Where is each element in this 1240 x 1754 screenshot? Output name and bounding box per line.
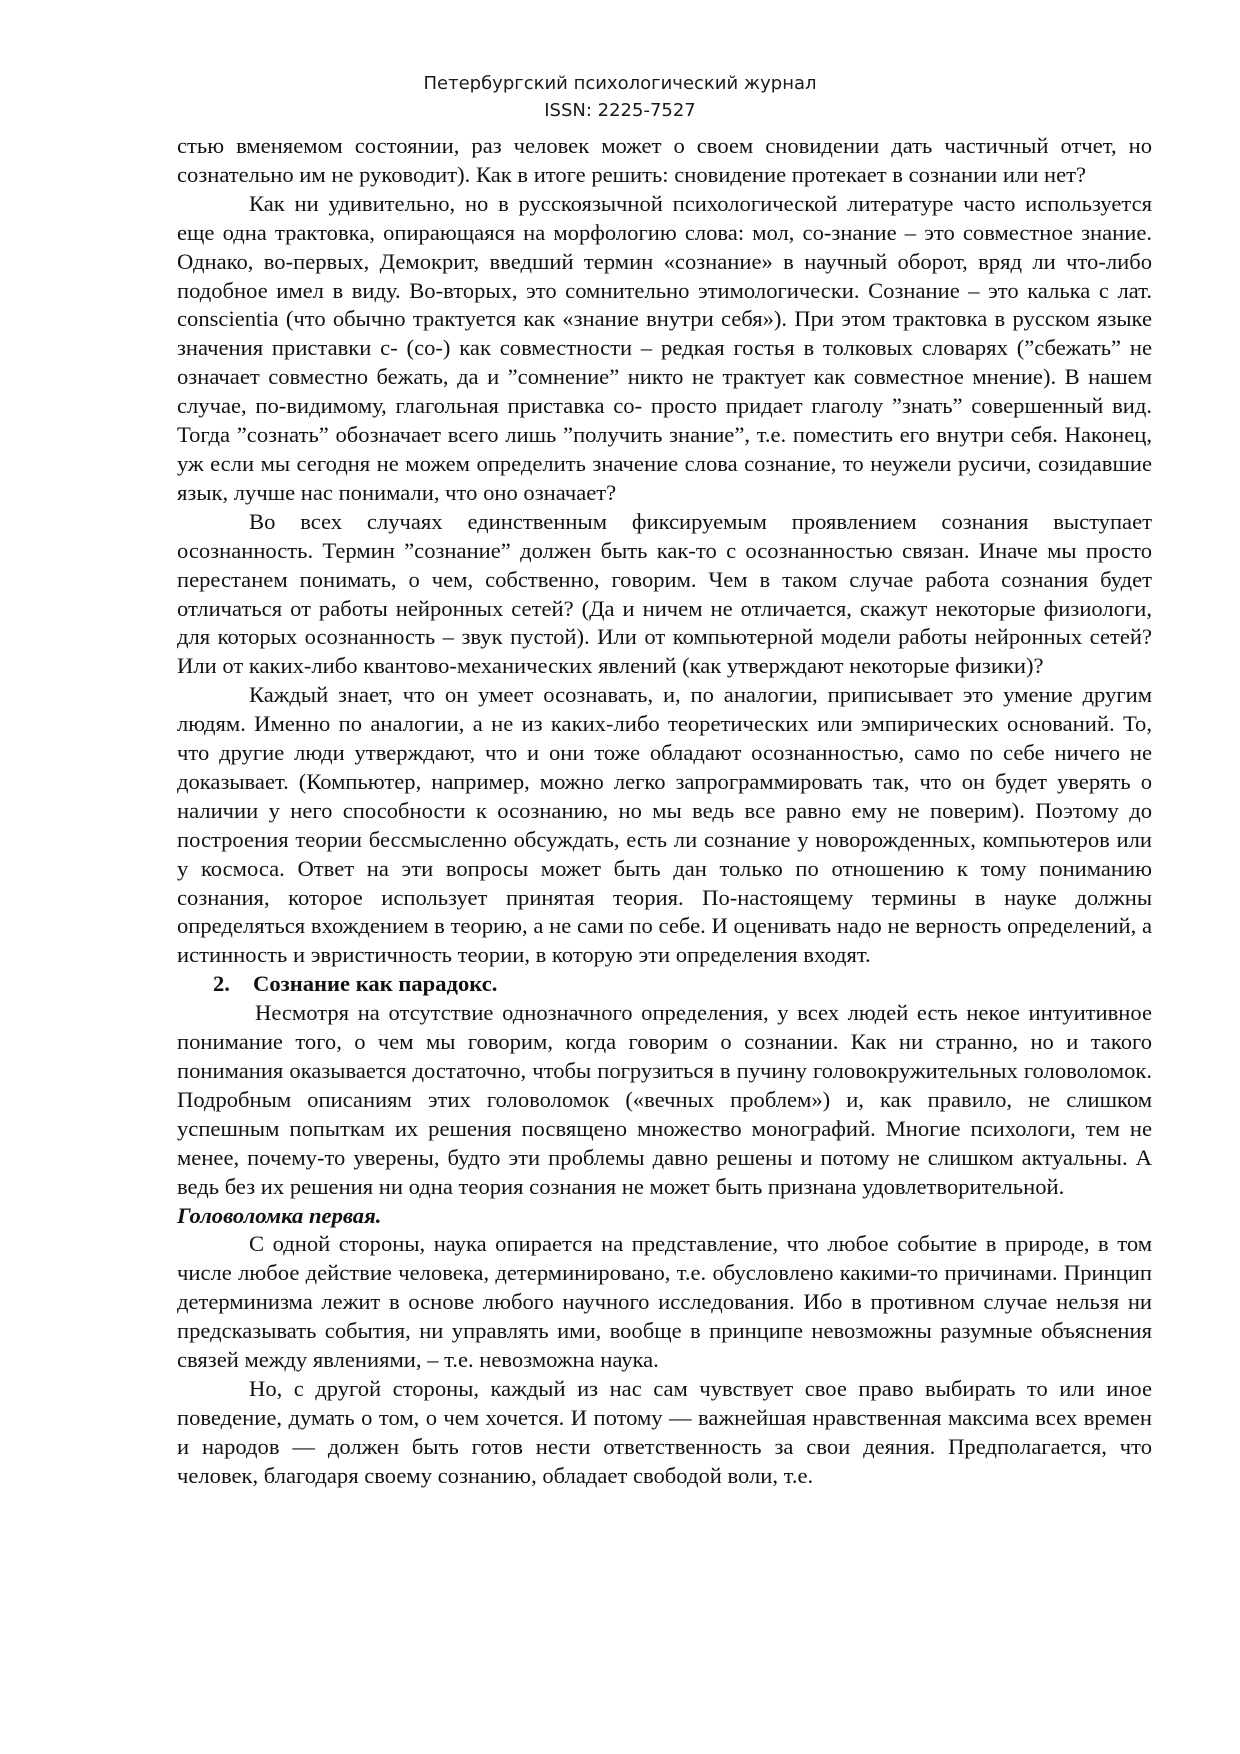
section-number: 2. [213,971,230,997]
section-heading [177,970,1152,999]
paragraph-determinism: С одной стороны, наука опирается на представление, что любое событие в природе, в том числе любое действие человека, детерминировано, т.е. обусловлено какими-то причинами. Принцип детерминизма лежит в основе любого научного исследования. Ибо в противном случае нельзя ни предсказывать события, ни управлять ими, вообще в принципе невозможны разумные объяснения связей между явлениями, – т.е. невозможна наука. [177,1231,1152,1373]
article-body [177,132,1152,1491]
paragraph-paradox: Несмотря на отсутствие однозначного определения, у всех людей есть некое интуитивное понимание того, о чем мы говорим, когда говорим о сознании. Как ни странно, но и такого понимания оказывается достаточно, чтобы погрузиться в пучину головокружительных головоломок. Подробным описаниям этих головоломок («вечных проблем») и, как правило, не слишком успешным попыткам их решения посвящено множество монографий. Многие психологи, тем не менее, почему-то уверены, будто эти проблемы давно решены и потому не слишком актуальны. А ведь без их решения ни одна теория сознания не может быть признана удовлетворительной. [177,1000,1152,1199]
puzzle-heading: Головоломка первая. [177,1202,382,1228]
paragraph-analogy: Каждый знает, что он умеет осознавать, и, по аналогии, приписывает это умение другим людям. Именно по аналогии, а не из каких-либо теоретических или эмпирических оснований. То, что другие люди утверждают, что и они тоже обладают осознанностью, само по себе ничего не доказывает. (Компьютер, например, можно легко запрограммировать так, что он будет уверять о наличии у него способности к осознанию, но мы ведь все равно ему не поверим). Поэтому до построения теории бессмысленно обсуждать, есть ли сознание у новорожденных, компьютеров или у космоса. Ответ на эти вопросы может быть дан только по отношению к тому пониманию сознания, которое использует принятая теория. По-настоящему термины в науке должны определяться вхождением в теорию, а не сами по себе. И оценивать надо не верность определений, а истинность и эвристичность теории, в которую эти определения входят. [177,682,1152,968]
running-header [0,70,1240,124]
issn-label: ISSN: 2225-7527 [544,100,696,121]
journal-title: Петербургский психологический журнал [423,73,817,94]
paragraph-awareness: Во всех случаях единственным фиксируемым проявлением сознания выступает осознанность. Термин ”сознание” должен быть как-то с осознанностью связан. Иначе мы просто перестанем понимать, о чем, собственно, говорим. Чем в таком случае работа сознания будет отличаться от работы нейронных сетей? (Да и ничем не отличается, скажут некоторые физиологи, для которых осознанность – звук пустой). Или от компьютерной модели работы нейронных сетей? Или от каких-либо квантово-механических явлений (как утверждают некоторые физики)? [177,508,1152,679]
paragraph-etymology: Как ни удивительно, но в русскоязычной психологической литературе часто используется еще одна трактовка, опирающаяся на морфологию слова: мол, со-знание – это совместное знание. Однако, во-первых, Демокрит, введший термин «сознание» в научный оборот, вряд ли что-либо подобное имел в виду. Во-вторых, это сомнительно этимологически. Сознание – это калька с лат. conscientia (что обычно трактуется как «знание внутри себя»). При этом трактовка в русском языке значения приставки с- (со-) как совместности – редкая гостья в толковых словарях (”сбежать” не означает совместно бежать, да и ”сомнение” никто не трактует как совместное мнение). В нашем случае, по-видимому, глагольная приставка со- просто придает глаголу ”знать” совершенный вид. Тогда ”сознать” обозначает всего лишь ”получить знание”, т.е. поместить его внутри себя. Наконец, уж если мы сегодня не можем определить значение слова сознание, то неужели русичи, созидавшие язык, лучше нас понимали, что оно означает? [177,190,1152,505]
section-title: Сознание как парадокс. [253,971,498,997]
paragraph-free-will: Но, с другой стороны, каждый из нас сам чувствует свое право выбирать то или иное поведение, думать о том, о чем хочется. И потому — важнейшая нравственная максима всех времен и народов — должен быть готов нести ответственность за свои деяния. Предполагается, что человек, благодаря своему сознанию, обладает свободой воли, т.е. [177,1375,1152,1488]
paragraph-continuation: стью вменяемом состоянии, раз человек может о своем сновидении дать частичный отчет, но сознательно им не руководит). Как в итоге решить: сновидение протекает в сознании или нет? [177,133,1152,187]
